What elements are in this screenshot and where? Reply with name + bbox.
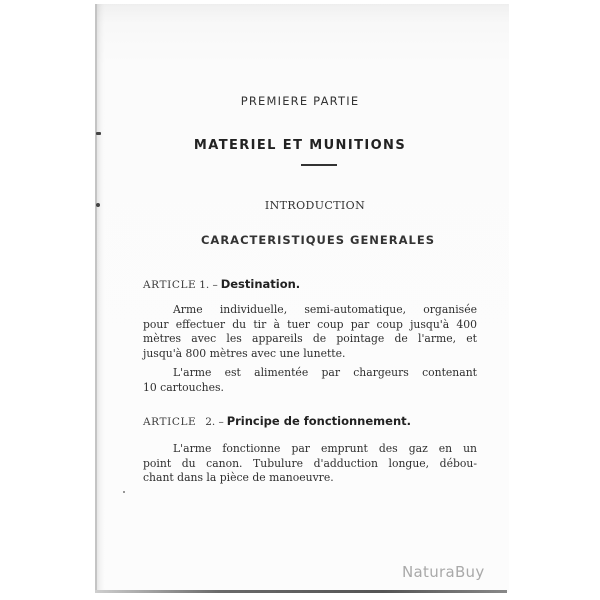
- page-title: MATERIEL ET MUNITIONS: [193, 138, 407, 153]
- article-2-paragraph-1: [143, 442, 477, 486]
- article-number: 2. –: [205, 416, 224, 428]
- article-2-heading: [143, 414, 411, 428]
- text-line: pour effectuer du tir à tuer coup par coup jusqu'à 400: [143, 317, 477, 331]
- chapter-heading: INTRODUCTION: [264, 199, 366, 212]
- text-line: 10 cartouches.: [143, 380, 224, 394]
- article-1-heading: [143, 277, 300, 291]
- text-line: L'arme est alimentée par chargeurs contenant: [173, 366, 477, 379]
- paper-speck: [123, 491, 125, 493]
- text-line: jusqu'à 800 mètres avec une lunette.: [143, 346, 346, 360]
- article-number: 1. –: [199, 279, 218, 291]
- part-label: PREMIERE PARTIE: [240, 94, 360, 108]
- section-heading: CARACTERISTIQUES GENERALES: [200, 233, 436, 247]
- title-underline-rule: [301, 164, 337, 166]
- text-line: point du canon. Tubulure d'adduction longue, débou-: [143, 456, 477, 470]
- article-label: ARTICLE: [143, 279, 197, 291]
- document-page: [95, 4, 509, 592]
- text-line: mètres avec les appareils de pointage de l'arme, et: [143, 332, 477, 345]
- binding-staple-mark: [96, 132, 101, 135]
- article-1-paragraph-1: [143, 303, 477, 361]
- text-line: Arme individuelle, semi-automatique, organisée: [173, 303, 477, 316]
- article-1-paragraph-2: [143, 366, 477, 395]
- article-title: Destination.: [220, 277, 301, 291]
- text-line: chant dans la pièce de manoeuvre.: [143, 471, 334, 484]
- text-line: L'arme fonctionne par emprunt des gaz en un: [173, 442, 477, 455]
- page-bottom-edge: [95, 590, 507, 593]
- naturabuy-watermark: NaturaBuy: [402, 563, 485, 581]
- article-title: Principe de fonctionnement.: [226, 414, 412, 428]
- article-label: ARTICLE: [143, 416, 197, 428]
